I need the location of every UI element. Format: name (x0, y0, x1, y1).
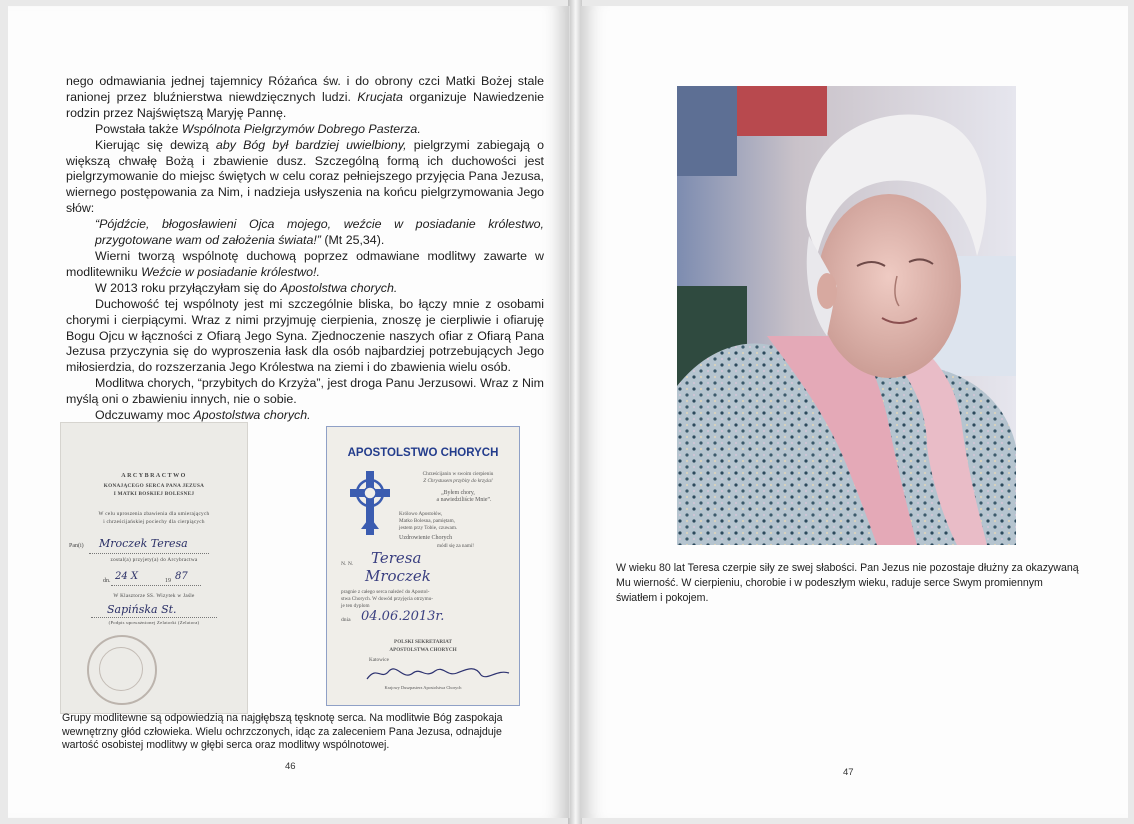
apostolate-prayer-1: Królowo Apostołów, (399, 511, 443, 517)
apostolate-title: APOSTOLSTWO CHORYCH (347, 447, 499, 459)
cert-signature-caption: (Podpis upoważnionej Zelatorki (Zelatora) (108, 620, 200, 625)
apostolate-date-label: dnia (341, 617, 351, 623)
paragraph-6: Duchowość tej wspólnoty jest mi szczególnie bliska, bo łączy mnie z osobami chorymi i cierpiącymi. Wraz z nimi przyjmuję cierpienia, znoszę je cierpliwie i ofiaruję Bogu Ojcu w łączności z Ofiarą Jego Syna. Zjednoczenie naszych ofiar z Ofiarą Pana Jezusa przyczynia się do wyproszenia łask dla osób najbardziej potrzebujących Jego miłosierdzia, do rozszerzania Jego Królestwa na ziemi i do zbawienia wielu osób. (66, 296, 544, 375)
paragraph-8: Odczuwamy moc Apostolstwa chorych. (95, 408, 311, 423)
paragraph-1: nego odmawiania jednej tajemnicy Różańca św. i do obrony czci Matki Bożej stale ranionej przez bluźnierstwa niewdzięcznych ludzi. Krucjata organizuje Nawiedzenie rodzin przez Najświętszą Maryję Pannę. (66, 74, 544, 120)
apostolate-text-1: pragnie z całego serca należeć do Apostol- (341, 589, 430, 595)
paragraph-7: Modlitwa chorych, “przybitych do Krzyża”, jest droga Panu Jerzusowi. Wraz z Nim myślą oni o zbawieniu innych, nie o sobie. (66, 376, 544, 407)
apostolate-quote-3: „Byłem chory, (441, 490, 475, 496)
apostolate-nn-label: N. N. (341, 561, 354, 567)
cert-date-label: dn. (103, 578, 111, 584)
cert-name-label: Pan(i) (69, 543, 84, 549)
cert-subheading-2: I MATKI BOSKIEJ BOLESNEJ (113, 491, 195, 497)
paragraph-4: Wierni tworzą wspólnotę duchową poprzez odmawiane modlitwy zawarte w modlitewniku Weźcie w posiadanie królestwo!. (66, 248, 544, 279)
apostolate-prayer-2: Matko Bolesna, pamiętam, (399, 518, 455, 524)
apostolate-prayer-3: jestem przy Tobie, czuwam. (399, 525, 458, 531)
paragraph-2: Powstała także Wspólnota Pielgrzymów Dobrego Pasterza. (95, 121, 421, 136)
cert-admitted-line: zostal(a) przyjety(a) do Arcybractwa (110, 557, 198, 563)
page-number-right: 47 (843, 767, 854, 778)
apostolate-text-2: stwa Chorych. W dowód przyjęcia otrzymu- (341, 596, 434, 602)
left-body-text (66, 74, 544, 424)
cert-monastery: W Klasztorze SS. Wizytek w Jaśle (113, 593, 195, 599)
cert-subheading: KONAJĄCEGO SERCA PANA JEZUSA (103, 483, 205, 489)
cert-signature: Sapińska St. (107, 603, 177, 616)
apostolate-quote-1: Chrześcijanin w swoim cierpieniu (422, 471, 494, 477)
apostolate-prayer-5: módl się za nami! (437, 543, 475, 549)
seal-stamp (87, 635, 157, 705)
page-number-left: 46 (285, 761, 296, 772)
cert-year-prefix: 19 (165, 578, 171, 584)
left-caption: Grupy modlitewne są odpowiedzią na najgłębszą tęsknotę serca. Na modlitwie Bóg zaspokaja wewnętrzny głód człowieka. Wielu ochrzczonych, idąc za zaleceniem Pana Jezusa, odnajduje wartość osobistej modlitwy w głębi serca oraz modlitwy wspólnotowej. (62, 712, 503, 752)
apostolate-first-name: Teresa (371, 549, 422, 567)
right-page (580, 6, 1128, 818)
apostolate-footer: Krajowy Duszpasterz Apostolstwa Chorych (384, 685, 462, 690)
apostolate-date-handwritten: 04.06.2013r. (361, 609, 445, 624)
apostolate-quote-2: Z Chrystusem przybity do krzyża! (423, 478, 493, 484)
apostolate-of-the-sick-certificate (326, 426, 520, 706)
archconfraternity-certificate (60, 422, 248, 714)
apostolate-cross-logo-icon (347, 469, 393, 539)
cert-name-handwritten: Mroczek Teresa (99, 537, 188, 550)
apostolate-text-3: je ten dyplom (341, 603, 370, 609)
apostolate-city: Katowice (369, 657, 389, 663)
cert-purpose-1: W celu uproszenia zbawienia dla umierających (98, 511, 210, 517)
cert-purpose-2: i chrześcijańskiej pociechy dla cierpiących (103, 519, 205, 525)
bible-quote: “Pójdźcie, błogosławieni Ojca mojego, weźcie w posiadanie królestwo, przygotowane wam od założenia świata!” (Mt 25,34). (95, 217, 544, 248)
priest-signature-icon (363, 661, 513, 685)
paragraph-5: W 2013 roku przyłączyłam się do Apostolstwa chorych. (95, 280, 398, 295)
cert-date-handwritten: 24 X (115, 571, 139, 582)
cert-year-handwritten: 87 (175, 571, 188, 582)
apostolate-secretariat-1: POLSKI SEKRETARIAT (394, 639, 452, 645)
elderly-woman-photo (677, 86, 1016, 545)
apostolate-secretariat-2: APOSTOLSTWA CHORYCH (389, 647, 457, 653)
right-caption: W wieku 80 lat Teresa czerpie siły ze swej słabości. Pan Jezus nie pozostaje dłużny za okazywaną Mu wierność. W cierpieniu, chorobie i w podeszłym wieku, raduje serce Swym promiennym światłem i pokojem. (616, 562, 1079, 604)
apostolate-quote-4: a nawiedziliście Mnie”. (436, 497, 492, 503)
cert-heading: ARCYBRACTWO (121, 473, 187, 479)
paragraph-3: Kierując się dewizą aby Bóg był bardziej uwielbiony, pielgrzymi zabiegają o większą chwałę Bożą i zbawienie dusz. Szczególną formą ich duchowości jest pielgrzymowanie do miejsc świętych w celu coraz pełniejszego przyjęcia Pana Jezusa, wiernego postępowania za Nim, i nadzieja usłyszenia na końcu pielgrzymowania Jego słów: (66, 137, 544, 216)
apostolate-last-name: Mroczek (365, 567, 431, 585)
left-page (8, 6, 570, 818)
apostolate-prayer-4: Uzdrowienie Chorych (399, 535, 453, 541)
